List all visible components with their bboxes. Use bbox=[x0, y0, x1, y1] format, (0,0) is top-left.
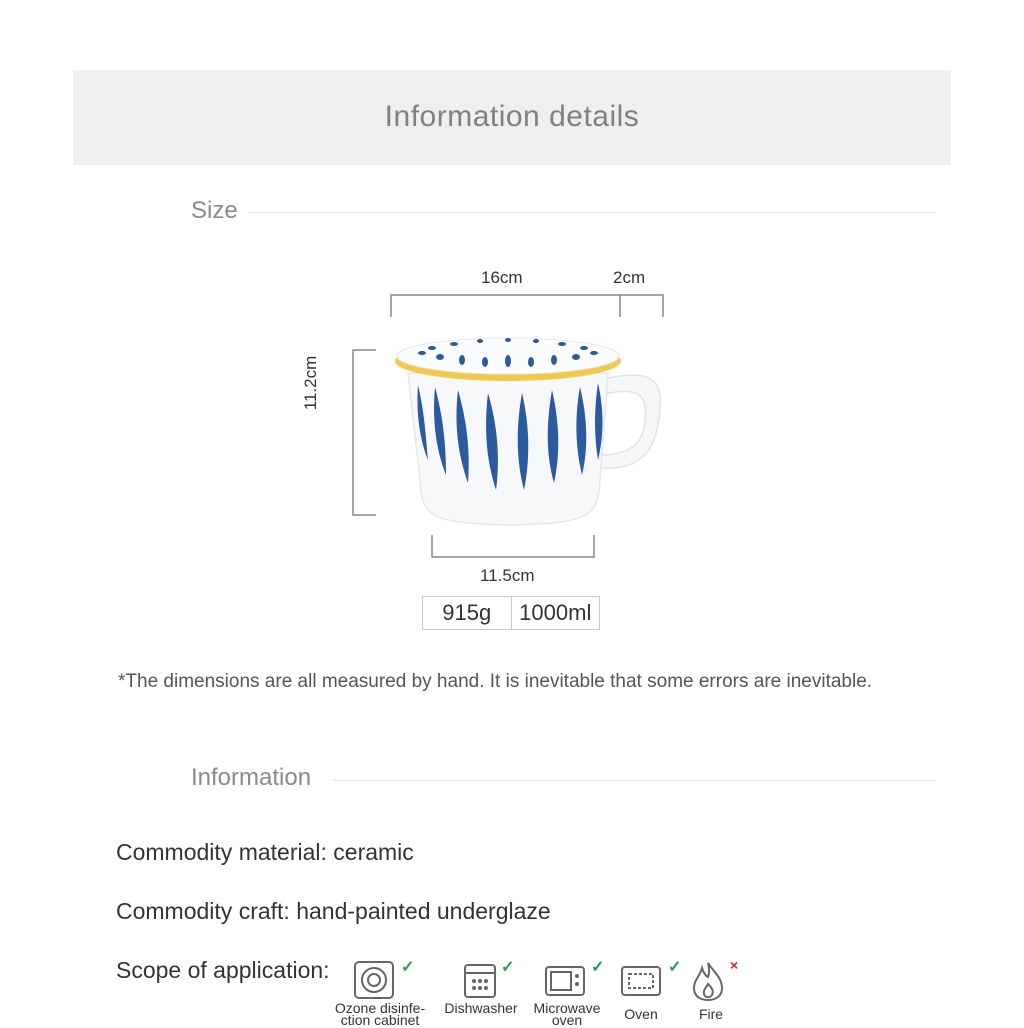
capacity-value: 1000ml bbox=[511, 597, 600, 629]
material-line: Commodity material: ceramic bbox=[116, 839, 414, 865]
information-section-title: Information bbox=[191, 764, 312, 791]
width-label: 16cm bbox=[481, 268, 523, 287]
microwave-allowed-check: ✓ bbox=[591, 959, 605, 976]
dishwasher-label: Dishwasher bbox=[444, 1000, 518, 1016]
ozone-cabinet-allowed-check: ✓ bbox=[401, 959, 415, 976]
weight-value: 915g bbox=[442, 600, 492, 625]
fire-not-allowed-cross: × bbox=[730, 957, 739, 973]
oven-allowed-check: ✓ bbox=[668, 959, 682, 976]
height-label: 11.2cm bbox=[301, 355, 320, 411]
oven-icon bbox=[620, 965, 662, 997]
base-dimension-bracket bbox=[432, 535, 594, 557]
oven-label: Oven bbox=[624, 1006, 658, 1022]
ozone-cabinet-icon bbox=[353, 960, 397, 1000]
page-title: Information details bbox=[384, 100, 640, 133]
spec-box bbox=[422, 596, 600, 630]
base-width-label: 11.5cm bbox=[480, 566, 535, 585]
measurement-note: *The dimensions are all measured by hand. It is inevitable that some errors are inevitable. bbox=[118, 671, 873, 692]
microwave-icon bbox=[544, 965, 586, 997]
craft-line: Commodity craft: hand-painted underglaze bbox=[116, 898, 551, 924]
scope-label: Scope of application: bbox=[116, 957, 330, 983]
dishwasher-allowed-check: ✓ bbox=[501, 959, 515, 976]
size-section-divider bbox=[248, 212, 936, 213]
height-dimension-bracket bbox=[353, 350, 376, 515]
product-dimension-illustration bbox=[300, 255, 720, 595]
mug-handle bbox=[600, 375, 660, 468]
fire-icon bbox=[690, 960, 726, 1002]
handle-width-label: 2cm bbox=[613, 268, 646, 287]
dishwasher-icon bbox=[462, 963, 498, 999]
size-section-title: Size bbox=[191, 197, 238, 224]
width-dimension-bracket bbox=[391, 295, 663, 317]
fire-label: Fire bbox=[698, 1006, 724, 1022]
ozone-cabinet-label: Ozone disinfe- ction cabinet bbox=[334, 1000, 426, 1028]
information-section-divider bbox=[333, 780, 936, 781]
microwave-label: Microwave oven bbox=[533, 1000, 601, 1028]
